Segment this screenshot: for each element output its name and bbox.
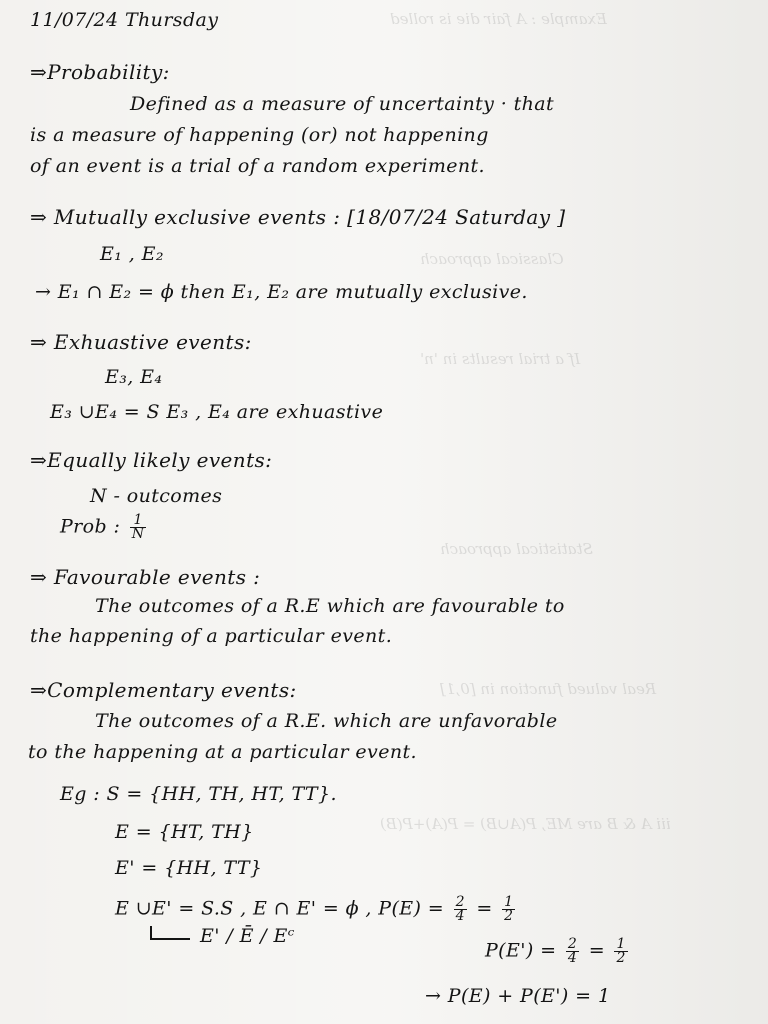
bleed-through: Classical approach [420, 250, 564, 268]
pe-num-2: 1 [504, 894, 514, 910]
bleed-through: Example : A fair die is rolled [390, 10, 607, 28]
pec-num-2: 1 [616, 936, 626, 952]
example-line-2: E = {HT, TH} [115, 821, 254, 843]
pe-complement-label: P(E') = [485, 939, 557, 962]
exhaustive-line-1: E₃, E₄ [105, 366, 163, 388]
equals-sign-2: = [588, 939, 606, 962]
probability-heading: ⇒Probability: [30, 60, 170, 84]
favourable-line-2: the happening of a particular event. [30, 625, 393, 647]
pe-num-1: 2 [455, 894, 465, 910]
example-line-3: E' = {HH, TT} [115, 857, 263, 879]
probability-line-2: is a measure of happening (or) not happening [30, 124, 489, 146]
exhaustive-heading: ⇒ Exhuastive events: [30, 330, 252, 354]
pe-fraction-1 [454, 896, 467, 923]
favourable-heading: ⇒ Favourable events : [30, 565, 261, 589]
pe-fraction-2 [502, 896, 515, 923]
prob-denominator: N [131, 526, 145, 542]
prob-fraction [130, 514, 147, 541]
mutually-exclusive-line-1: E₁ , E₂ [100, 243, 164, 265]
pe-complement-line [485, 938, 631, 965]
mutually-exclusive-heading: ⇒ Mutually exclusive events : [18/07/24 Saturday ] [30, 205, 566, 229]
bleed-through: iii A & B are ME, P(A∪B) = P(A)+P(B) [380, 815, 671, 833]
equally-likely-line-2 [60, 514, 149, 541]
complementary-line-1: The outcomes of a R.E. which are unfavorable [95, 710, 558, 732]
complement-notation: E' / Ē / Eᶜ [200, 925, 295, 947]
date-line: 11/07/24 Thursday [30, 9, 219, 31]
complementary-line-2: to the happening at a particular event. [28, 741, 417, 763]
pec-den-1: 4 [567, 950, 578, 966]
pec-den-2: 2 [616, 950, 626, 966]
exhaustive-line-2: E₃ ∪E₄ = S E₃ , E₄ are exhuastive [50, 401, 384, 423]
sum-line: → P(E) + P(E') = 1 [425, 985, 611, 1007]
notation-arrow [150, 926, 190, 940]
probability-line-3: of an event is a trial of a random experiment. [30, 155, 486, 177]
example-line-4 [115, 896, 518, 923]
bleed-through: If a trial results in 'n' [420, 350, 581, 368]
equally-likely-line-1: N - outcomes [90, 485, 223, 507]
union-intersection-text: E ∪E' = S.S , E ∩ E' = ϕ , P(E) = [115, 897, 445, 920]
bleed-through: Real valued function in [0,1] [440, 680, 657, 698]
pe-den-1: 4 [455, 908, 465, 924]
mutually-exclusive-line-2: → E₁ ∩ E₂ = ϕ then E₁, E₂ are mutually exclusive. [35, 281, 528, 303]
bleed-through: Statistical approach [440, 540, 593, 558]
favourable-line-1: The outcomes of a R.E which are favourable to [95, 595, 565, 617]
pe-den-2: 2 [504, 908, 514, 924]
prob-numerator: 1 [130, 514, 147, 528]
example-line-1: Eg : S = {HH, TH, HT, TT}. [60, 783, 337, 805]
prob-label: Prob : [60, 515, 121, 538]
equals-sign: = [476, 897, 500, 920]
pec-num-1: 2 [567, 936, 578, 952]
complementary-heading: ⇒Complementary events: [30, 678, 297, 702]
pec-fraction-2 [614, 938, 627, 965]
pec-fraction-1 [566, 938, 579, 965]
equally-likely-heading: ⇒Equally likely events: [30, 448, 273, 472]
probability-line-1: Defined as a measure of uncertainty · that [130, 93, 555, 115]
